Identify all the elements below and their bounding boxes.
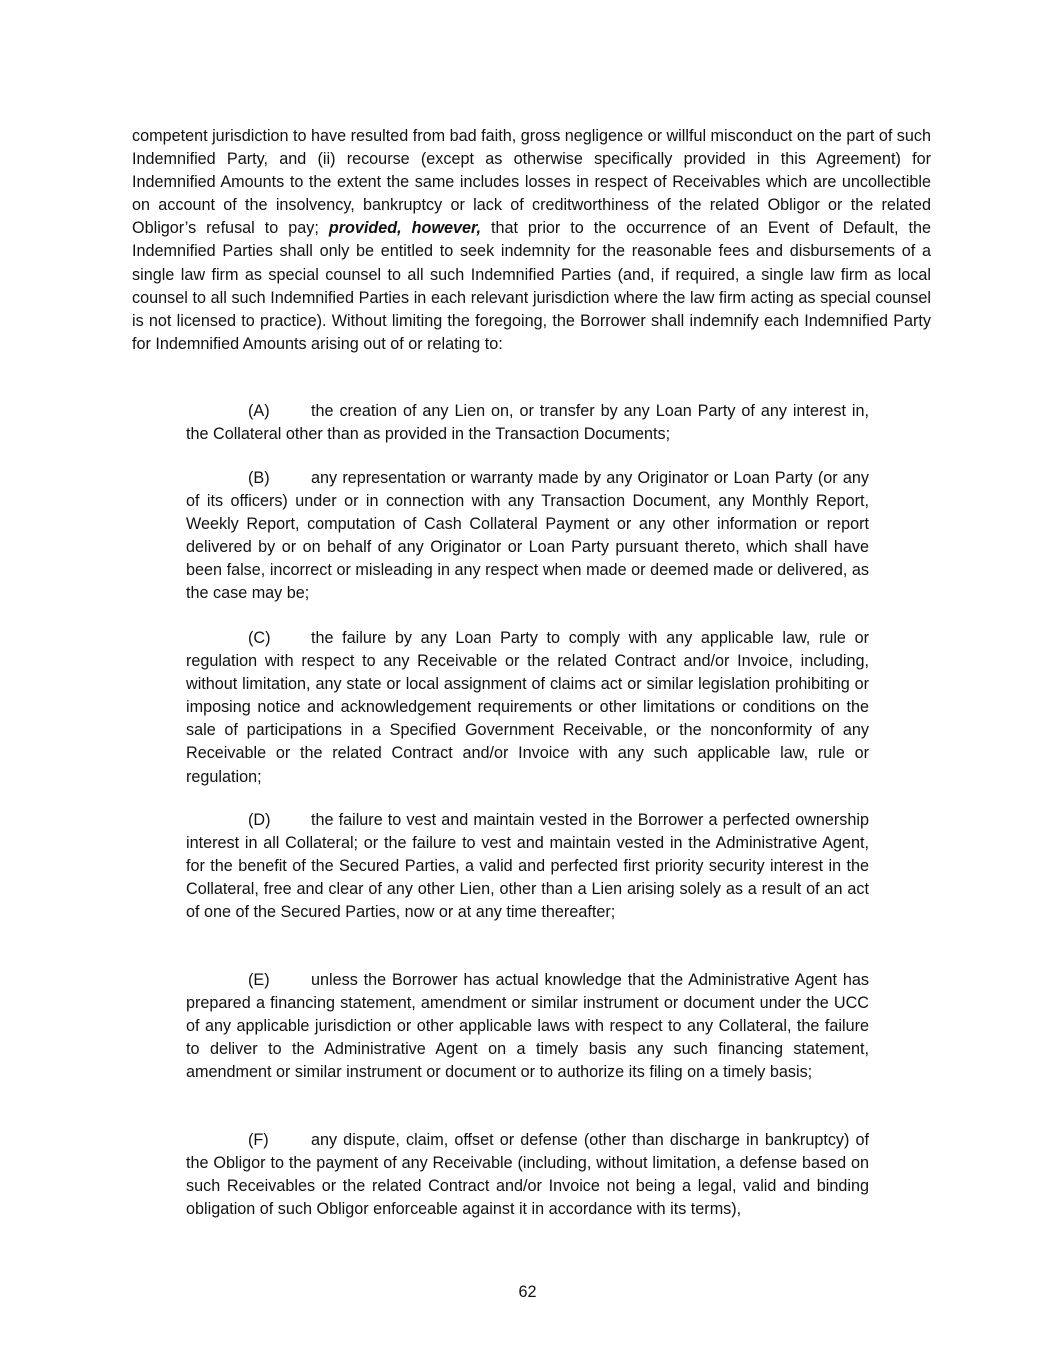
clause-d: [186, 809, 869, 924]
clause-label: (D): [248, 811, 271, 829]
provided-however-emphasis: provided, however,: [328, 219, 481, 238]
intro-text-start: competent jurisdiction to have resulted from bad faith, gross negligence or willful misconduct on the part of such Indemnified Party, and (ii) recourse (except as otherwise specifically provided in this Agreement) for Indemnified Amounts to the extent the same includes losses in respect of Receivables which are uncollectible on account of the insolvency, bankruptcy or lack of creditworthiness of the related Obligor or the related Obligor’s refusal to pay;: [132, 127, 932, 238]
clause-label: (E): [248, 971, 270, 989]
clause-text: any dispute, claim, offset or defense (other than discharge in bankruptcy) of the Obligor to the payment of any Receivable (including, without limitation, a defense based on such Receivables or the related Contract and/or Invoice not being a legal, valid and binding obligation of such Obligor enforceable against it in accordance with its terms),: [186, 1131, 869, 1219]
clause-text: any representation or warranty made by any Originator or Loan Party (or any of its officers) under or in connection with any Transaction Document, any Monthly Report, Weekly Report, computation of Cash Collateral Payment or any other information or report delivered by or on behalf of any Originator or Loan Party pursuant thereto, which shall have been false, incorrect or misleading in any respect when made or deemed made or delivered, as the case may be;: [186, 469, 869, 603]
clause-label: (C): [248, 629, 271, 647]
clause-text: the failure to vest and maintain vested in the Borrower a perfected ownership interest in all Collateral; or the failure to vest and maintain vested in the Administrative Agent, for the benefit of the Secured Parties, a valid and perfected first priority security interest in the Collateral, free and clear of any other Lien, other than a Lien arising solely as a result of an act of one of the Secured Parties, now or at any time thereafter;: [186, 811, 869, 922]
clause-e: [186, 969, 869, 1084]
intro-paragraph: [132, 125, 931, 356]
clause-label: (A): [248, 402, 270, 420]
page-number: 62: [518, 1283, 537, 1301]
clause-f: [186, 1129, 869, 1221]
clause-text: unless the Borrower has actual knowledge that the Administrative Agent has prepared a financing statement, amendment or similar instrument or document under the UCC of any applicable jurisdiction or other applicable laws with respect to any Collateral, the failure to deliver to the Administrative Agent on a timely basis any such financing statement, amendment or similar instrument or document or to authorize its filing on a timely basis;: [186, 971, 869, 1082]
clause-a: [186, 400, 869, 446]
clause-text: the failure by any Loan Party to comply with any applicable law, rule or regulation with respect to any Receivable or the related Contract and/or Invoice, including, without limitation, any state or local assignment of claims act or similar legislation prohibiting or imposing notice and acknowledgement requirements or other limitations or conditions on the sale of participations in a Specified Government Receivable, or the nonconformity of any Receivable or the related Contract and/or Invoice with any such applicable law, rule or regulation;: [186, 629, 869, 786]
clause-b: [186, 467, 869, 606]
intro-text-end: that prior to the occurrence of an Event of Default, the Indemnified Parties shall only be entitled to seek indemnity for the reasonable fees and disbursements of a single law firm as special counsel to all such Indemnified Parties (and, if required, a single law firm as local counsel to all such Indemnified Parties in each relevant jurisdiction where the law firm acting as special counsel is not licensed to practice). Without limiting the foregoing, the Borrower shall indemnify each Indemnified Party for Indemnified Amounts arising out of or relating to:: [132, 219, 931, 353]
clause-label: (F): [248, 1131, 269, 1149]
clause-c: [186, 627, 869, 789]
clause-text: the creation of any Lien on, or transfer by any Loan Party of any interest in, the Collateral other than as provided in the Transaction Documents;: [186, 402, 869, 444]
clause-label: (B): [248, 469, 270, 487]
